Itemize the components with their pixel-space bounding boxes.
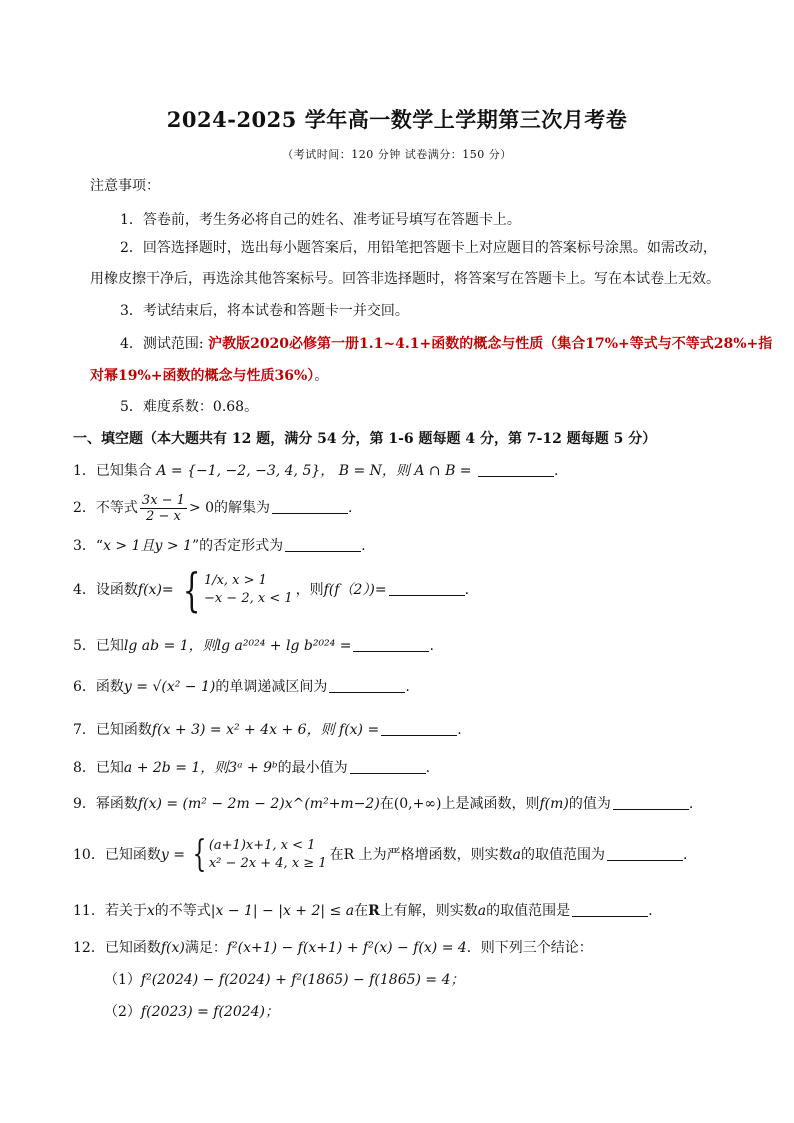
q4-piecewise <box>177 563 293 617</box>
q10-a: a <box>512 847 521 863</box>
q8-end: . <box>425 760 431 776</box>
q12-text-b: 满足： <box>184 940 227 956</box>
q1-end: . <box>554 463 559 479</box>
question-2 <box>73 490 733 526</box>
q6-math: y = √(x² − 1) <box>123 679 216 695</box>
q4-text: 4．设函数 <box>73 582 138 598</box>
question-6 <box>73 677 733 697</box>
q2-numerator: 3x − 1 <box>141 492 185 508</box>
q9-math-2: f(m) <box>539 796 569 812</box>
q10-end: . <box>682 847 688 863</box>
q10-piecewise <box>188 834 327 875</box>
question-11 <box>73 901 733 921</box>
q5-text: 5．已知 <box>73 638 124 654</box>
notice-heading: 注意事项： <box>90 178 160 194</box>
q2-answer-blank[interactable] <box>272 499 348 514</box>
q4-ff: f(f（2）)= <box>323 582 387 598</box>
q3-answer-blank[interactable] <box>285 537 361 552</box>
q2-text: 2．不等式 <box>73 500 138 516</box>
q4-answer-blank[interactable] <box>389 581 465 596</box>
notice-item-2b: 用橡皮擦干净后，再选涂其他答案标号。回答非选择题时，将答案写在答题卡上。写在本试卷上无效。 <box>90 271 720 287</box>
q4-brace: { <box>182 563 201 617</box>
q10-text-c: 的取值范围为 <box>520 847 605 863</box>
q10-text: 10．已知函数 <box>73 847 161 863</box>
q5-math: lg ab = 1，则lg a²⁰²⁴ + lg b²⁰²⁴ = <box>123 638 352 654</box>
notice-item-4-end: 。 <box>314 368 329 384</box>
question-1 <box>73 461 733 481</box>
q6-text-b: 的单调递减区间为 <box>215 679 328 695</box>
q10-y: y = <box>160 847 185 863</box>
q12-fx: f(x) <box>160 940 185 956</box>
question-3 <box>73 536 733 556</box>
q11-answer-blank[interactable] <box>572 902 648 917</box>
q9-end: . <box>688 796 694 812</box>
q7-text: 7．已知函数 <box>73 722 152 738</box>
notice-item-4-cont <box>90 366 750 386</box>
q12-conclusion-1 <box>104 970 764 990</box>
q5-answer-blank[interactable] <box>353 637 429 652</box>
q8-text-b: 的最小值为 <box>277 760 348 776</box>
notice-item-2a: 2．回答选择题时，选出每小题答案后，用铅笔把答题卡上对应题目的答案标号涂黑。如需改动， <box>120 240 717 256</box>
q11-text-d: 上有解，则实数 <box>379 903 478 919</box>
q9-answer-blank[interactable] <box>613 795 689 810</box>
exam-subtitle: （考试时间：120 分钟 试卷满分：150 分） <box>282 148 512 161</box>
q6-end: . <box>405 679 410 695</box>
exam-title: 2024-2025 学年高一数学上学期第三次月考卷 <box>166 107 628 132</box>
q4-end: . <box>464 582 470 598</box>
q1-answer-blank[interactable] <box>478 462 554 477</box>
q9-text-c: 的值为 <box>568 796 611 812</box>
q8-math: a + 2b = 1，则3ᵃ + 9ᵇ <box>123 760 278 776</box>
question-7 <box>73 720 733 740</box>
q4-case-1: 1/x, x > 1 <box>203 573 267 588</box>
q10-answer-blank[interactable] <box>607 846 683 861</box>
q1-math: A = {−1, −2, −3, 4, 5}， B = N，则 A ∩ B = <box>156 463 472 479</box>
q12-1-label: （1） <box>104 972 141 988</box>
q10-cases <box>209 837 327 873</box>
q2-fraction <box>140 493 187 524</box>
notice-item-5: 5．难度系数：0.68。 <box>120 399 259 415</box>
question-12 <box>73 938 733 958</box>
q9-text-b: 在(0,+∞)上是减函数，则 <box>379 796 540 812</box>
q3-math: x > 1且y > 1 <box>103 538 192 554</box>
q7-end: . <box>457 722 462 738</box>
question-5 <box>73 636 733 656</box>
q3-text: 3．“ <box>73 538 104 554</box>
q4-case-2: −x − 2, x < 1 <box>203 591 293 606</box>
q4-cases <box>204 572 293 608</box>
q11-text-c: 在 <box>354 903 369 919</box>
q2-end: . <box>348 500 353 516</box>
q9-math: f(x) = (m² − 2m − 2)x^(m²+m−2) <box>137 796 380 812</box>
question-4 <box>73 565 733 615</box>
q11-text-e: 的取值范围是 <box>486 903 571 919</box>
q8-answer-blank[interactable] <box>350 759 426 774</box>
q12-text-c: ．则下列三个结论： <box>466 940 593 956</box>
q10-case-1: (a+1)x+1, x < 1 <box>208 838 316 853</box>
notice-item-4 <box>120 334 780 354</box>
q11-math: |x − 1| − |x + 2| ≤ a <box>210 903 355 919</box>
q11-text: 11．若关于 <box>73 903 147 919</box>
q6-answer-blank[interactable] <box>329 678 405 693</box>
q12-conclusion-2 <box>104 1002 764 1022</box>
notice-item-3: 3．考试结束后，将本试卷和答题卡一并交回。 <box>120 303 409 319</box>
q6-text: 6．函数 <box>73 679 124 695</box>
q12-math: f²(x+1) − f(x+1) + f²(x) − f(x) = 4 <box>226 940 467 956</box>
question-9 <box>73 794 733 814</box>
q12-2-label: （2） <box>104 1004 141 1020</box>
q12-text: 12．已知函数 <box>73 940 161 956</box>
q2-denominator: 2 − x <box>146 508 181 524</box>
q5-end: . <box>429 638 434 654</box>
q10-brace: { <box>192 834 207 875</box>
q8-text: 8．已知 <box>73 760 124 776</box>
q11-end: . <box>648 903 653 919</box>
question-10 <box>73 832 733 878</box>
section-heading: 一、填空题（本大题共有 12 题，满分 54 分，第 1-6 题每题 4 分，第 7-12 题每题 5 分） <box>73 431 657 447</box>
q12-2-math: f(2023) = f(2024)； <box>140 1004 280 1020</box>
q4-fx: f(x)= <box>137 582 174 598</box>
q11-x: x <box>146 903 155 919</box>
q11-text-b: 的不等式 <box>154 903 211 919</box>
q4-text-b: ，则 <box>295 582 324 598</box>
notice-item-4-prefix: 4．测试范围: <box>120 336 204 352</box>
q11-R: R <box>368 903 380 919</box>
q3-end: . <box>361 538 366 554</box>
q1-text: 1．已知集合 <box>73 463 152 479</box>
q10-case-2: x² − 2x + 4, x ≥ 1 <box>208 856 327 871</box>
notice-item-4-scope-cont: 对幂19%+函数的概念与性质36%） <box>90 368 315 384</box>
q7-answer-blank[interactable] <box>381 721 457 736</box>
notice-item-1: 1．答卷前，考生务必将自己的姓名、准考证号填写在答题卡上。 <box>120 212 521 228</box>
notice-item-4-scope: 沪教版2020必修第一册1.1~4.1+函数的概念与性质（集合17%+等式与不等式28%+指 <box>208 336 773 352</box>
q7-math: f(x + 3) = x² + 4x + 6，则 f(x) = <box>151 722 380 738</box>
q11-a: a <box>477 903 487 919</box>
q9-text: 9．幂函数 <box>73 796 138 812</box>
question-8 <box>73 758 733 778</box>
q3-text-b: ”的否定形式为 <box>191 538 284 554</box>
q10-text-b: 在R 上为严格增函数，则实数 <box>329 847 513 863</box>
q12-1-math: f²(2024) − f(2024) + f²(1865) − f(1865) = 4； <box>140 972 465 988</box>
q2-text-b: > 0的解集为 <box>188 500 271 516</box>
